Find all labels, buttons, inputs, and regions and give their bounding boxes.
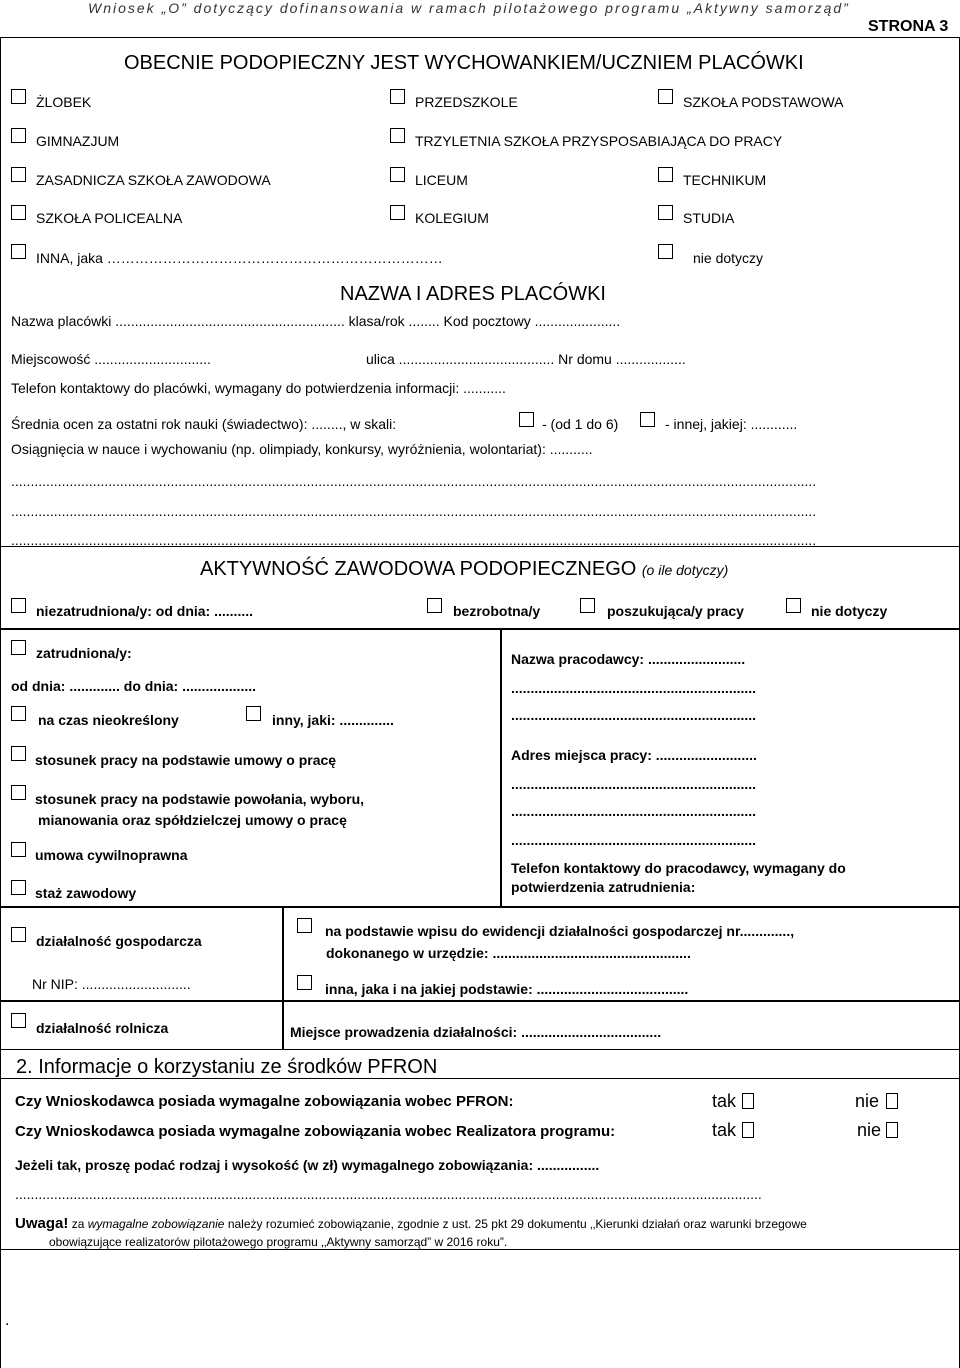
checkbox-primary[interactable]: [658, 89, 673, 104]
checkbox-internship[interactable]: [11, 880, 26, 895]
workplace-line-3[interactable]: ...............................................................: [511, 803, 757, 819]
label-other-school: INNA, jaka ………………………………………………………………: [36, 250, 443, 266]
achievements-line-1[interactable]: ...............................................................................................................................................................................................................: [11, 473, 817, 489]
checkbox-technical[interactable]: [658, 167, 673, 182]
checkbox-scale-1-6[interactable]: [519, 412, 534, 427]
note-text-c: obowiązujące realizatorów pilotażowego programu ‚‚Aktywny samorząd” w 2016 roku”.: [49, 1235, 508, 1249]
field-city[interactable]: Miejscowość ..............................: [11, 351, 211, 367]
field-registry-office[interactable]: dokonanego w urzędzie: ...................................................: [326, 945, 691, 961]
vertical-divider: [500, 628, 502, 906]
yes-label: tak: [712, 1120, 737, 1140]
label-internship: staż zawodowy: [35, 885, 137, 901]
work-title-text: AKTYWNOŚĆ ZAWODOWA PODOPIECZNEGO: [200, 558, 637, 580]
label-not-applicable: nie dotyczy: [693, 250, 764, 266]
label-civil-contract: umowa cywilnoprawna: [35, 847, 188, 863]
vertical-divider: [282, 906, 284, 1050]
checkbox-postsecondary[interactable]: [11, 205, 26, 220]
field-employment-dates[interactable]: od dnia: ............. do dnia: ...................: [11, 678, 257, 694]
label-scale-1-6: - (od 1 do 6): [542, 416, 619, 432]
checkbox-employed[interactable]: [11, 640, 26, 655]
label-employed: zatrudniona/y:: [36, 645, 132, 661]
label-technical: TECHNIKUM: [683, 172, 767, 188]
checkbox-registry[interactable]: [297, 918, 312, 933]
label-appointment-1: stosunek pracy na podstawie powołania, wyboru,: [35, 791, 365, 807]
field-school-phone[interactable]: Telefon kontaktowy do placówki, wymagany do potwierdzenia informacji: ...........: [11, 380, 506, 396]
divider: [0, 906, 960, 908]
field-workplace-address[interactable]: Adres miejsca pracy: ..........................: [511, 747, 757, 763]
checkbox-indefinite[interactable]: [11, 706, 26, 721]
field-school-name[interactable]: Nazwa placówki ........................................................... klasa/rok ........ Kod pocztowy ......................: [11, 313, 621, 329]
field-unemployed-since[interactable]: niezatrudniona/y: od dnia: ..........: [36, 603, 254, 619]
label-seeking: poszukująca/y pracy: [607, 603, 744, 619]
label-studies: STUDIA: [683, 210, 735, 226]
label-indefinite: na czas nieokreślony: [38, 712, 179, 728]
checkbox-highschool[interactable]: [390, 167, 405, 182]
employer-name-line-3[interactable]: ...............................................................: [511, 707, 757, 723]
divider: [0, 1000, 283, 1002]
no-label: nie: [855, 1091, 880, 1111]
checkbox-other-school[interactable]: [11, 244, 26, 259]
question-pfron-debt: Czy Wnioskodawca posiada wymagalne zobowiązania wobec PFRON:: [15, 1093, 514, 1110]
answer-yes-pfron[interactable]: [712, 1091, 736, 1112]
document-header: Wniosek „O” dotyczący dofinansowania w ramach pilotażowego programu „Aktywny samorząd”: [88, 0, 850, 16]
checkbox-civil-contract[interactable]: [11, 842, 26, 857]
question-realizator-debt: Czy Wnioskodawca posiada wymagalne zobowiązania wobec Realizatora programu:: [15, 1123, 616, 1140]
checkbox-prep-school[interactable]: [390, 128, 405, 143]
field-nip[interactable]: Nr NIP: ............................: [32, 976, 191, 992]
checkbox-employment-contract[interactable]: [11, 746, 26, 761]
label-preschool: PRZEDSZKOLE: [415, 94, 518, 110]
label-nursery: ŻLOBEK: [36, 94, 92, 110]
field-street[interactable]: ulica ........................................ Nr domu ..................: [366, 351, 686, 367]
checkbox-preschool[interactable]: [390, 89, 405, 104]
section-title-address: NAZWA I ADRES PLACÓWKI: [340, 283, 606, 305]
checkbox-work-na[interactable]: [786, 598, 801, 613]
field-business-place[interactable]: Miejsce prowadzenia działalności: ....................................: [290, 1024, 662, 1040]
label-work-na: nie dotyczy: [811, 603, 888, 619]
label-employment-contract: stosunek pracy na podstawie umowy o pracę: [35, 752, 337, 768]
field-other-basis[interactable]: inna, jaka i na jakiej podstawie: .......................................: [325, 981, 689, 997]
answer-no-realizator[interactable]: [857, 1120, 881, 1141]
checkbox-appointment[interactable]: [11, 785, 26, 800]
label-business: działalność gospodarcza: [36, 933, 202, 949]
label-primary: SZKOŁA PODSTAWOWA: [683, 94, 844, 110]
checkbox-seeking[interactable]: [580, 598, 595, 613]
achievements-line-2[interactable]: ...............................................................................................................................................................................................................: [11, 503, 817, 519]
note-text-a: za: [71, 1217, 85, 1231]
note-label: Uwaga!: [15, 1215, 69, 1232]
label-postsecondary: SZKOŁA POLICEALNA: [36, 210, 183, 226]
label-employer-phone-1: Telefon kontaktowy do pracodawcy, wymagany do: [511, 860, 846, 876]
checkbox-yes-pfron[interactable]: [742, 1093, 754, 1109]
section-title-pfron: 2. Informacje o korzystaniu ze środków PFRON: [16, 1056, 438, 1078]
checkbox-gymnasium[interactable]: [11, 128, 26, 143]
field-debt-details[interactable]: Jeżeli tak, proszę podać rodzaj i wysokość (w zł) wymagalnego zobowiązania: ................: [15, 1157, 600, 1173]
note: [15, 1215, 807, 1232]
field-registry-number[interactable]: na podstawie wpisu do ewidencji działalności gospodarczej nr.............,: [325, 923, 795, 939]
section-title-work: [200, 558, 728, 581]
field-other-term[interactable]: inny, jaki: ..............: [272, 712, 394, 728]
checkbox-no-realizator[interactable]: [886, 1122, 898, 1138]
page-number: STRONA 3: [868, 18, 949, 35]
checkbox-nursery[interactable]: [11, 89, 26, 104]
employer-name-line-2[interactable]: ...............................................................: [511, 680, 757, 696]
field-employer-name[interactable]: Nazwa pracodawcy: .........................: [511, 651, 746, 667]
label-vocational: ZASADNICZA SZKOŁA ZAWODOWA: [36, 172, 271, 188]
checkbox-jobless[interactable]: [427, 598, 442, 613]
divider: [282, 1000, 960, 1002]
checkbox-vocational[interactable]: [11, 167, 26, 182]
label-farming: działalność rolnicza: [36, 1020, 169, 1036]
note-text-b: należy rozumieć zobowiązanie, zgodnie z ust. 25 pkt 29 dokumentu ‚‚Kierunki działań oraz warunki brzegowe: [227, 1217, 807, 1231]
achievements-line-3[interactable]: ...............................................................................................................................................................................................................: [11, 532, 817, 548]
label-college: KOLEGIUM: [415, 210, 489, 226]
checkbox-other-term[interactable]: [246, 706, 261, 721]
checkbox-unemployed[interactable]: [11, 598, 26, 613]
debt-details-line-2[interactable]: ................................................................................................................................................................................................: [15, 1186, 762, 1202]
field-grade-average[interactable]: Średnia ocen za ostatni rok nauki (świadectwo): ........, w skali:: [11, 416, 397, 432]
label-employer-phone-2: potwierdzenia zatrudnienia:: [511, 879, 696, 895]
checkbox-farming[interactable]: [11, 1013, 26, 1028]
checkbox-no-pfron[interactable]: [886, 1093, 898, 1109]
label-gymnasium: GIMNAZJUM: [36, 133, 120, 149]
workplace-line-4[interactable]: ...............................................................: [511, 832, 757, 848]
checkbox-college[interactable]: [390, 205, 405, 220]
checkbox-yes-realizator[interactable]: [742, 1122, 754, 1138]
answer-no-pfron[interactable]: [855, 1091, 879, 1112]
label-jobless: bezrobotna/y: [453, 603, 541, 619]
field-scale-other[interactable]: - innej, jakiej: ............: [665, 416, 798, 432]
no-label: nie: [857, 1120, 882, 1140]
checkbox-scale-other[interactable]: [640, 412, 655, 427]
yes-label: tak: [712, 1091, 737, 1111]
answer-yes-realizator[interactable]: [712, 1120, 736, 1141]
checkbox-other-basis[interactable]: [297, 975, 312, 990]
divider: [0, 628, 960, 630]
checkbox-studies[interactable]: [658, 205, 673, 220]
checkbox-not-applicable[interactable]: [658, 244, 673, 259]
section-title-school: OBECNIE PODOPIECZNY JEST WYCHOWANKIEM/UCZNIEM PLACÓWKI: [124, 52, 804, 74]
workplace-line-2[interactable]: ...............................................................: [511, 776, 757, 792]
checkbox-business[interactable]: [11, 927, 26, 942]
note-term: wymagalne zobowiązanie: [87, 1217, 225, 1231]
label-prep-school: TRZYLETNIA SZKOŁA PRZYSPOSABIAJĄCA DO PRACY: [415, 133, 783, 149]
label-highschool: LICEUM: [415, 172, 468, 188]
footer-dot: .: [5, 1312, 10, 1329]
label-appointment-2: mianowania oraz spółdzielczej umowy o pracę: [38, 812, 347, 828]
work-title-note: (o ile dotyczy): [641, 562, 729, 578]
field-achievements[interactable]: Osiągnięcia w nauce i wychowaniu (np. olimpiady, konkursy, wyróżnienia, wolontariat): ...........: [11, 441, 593, 457]
